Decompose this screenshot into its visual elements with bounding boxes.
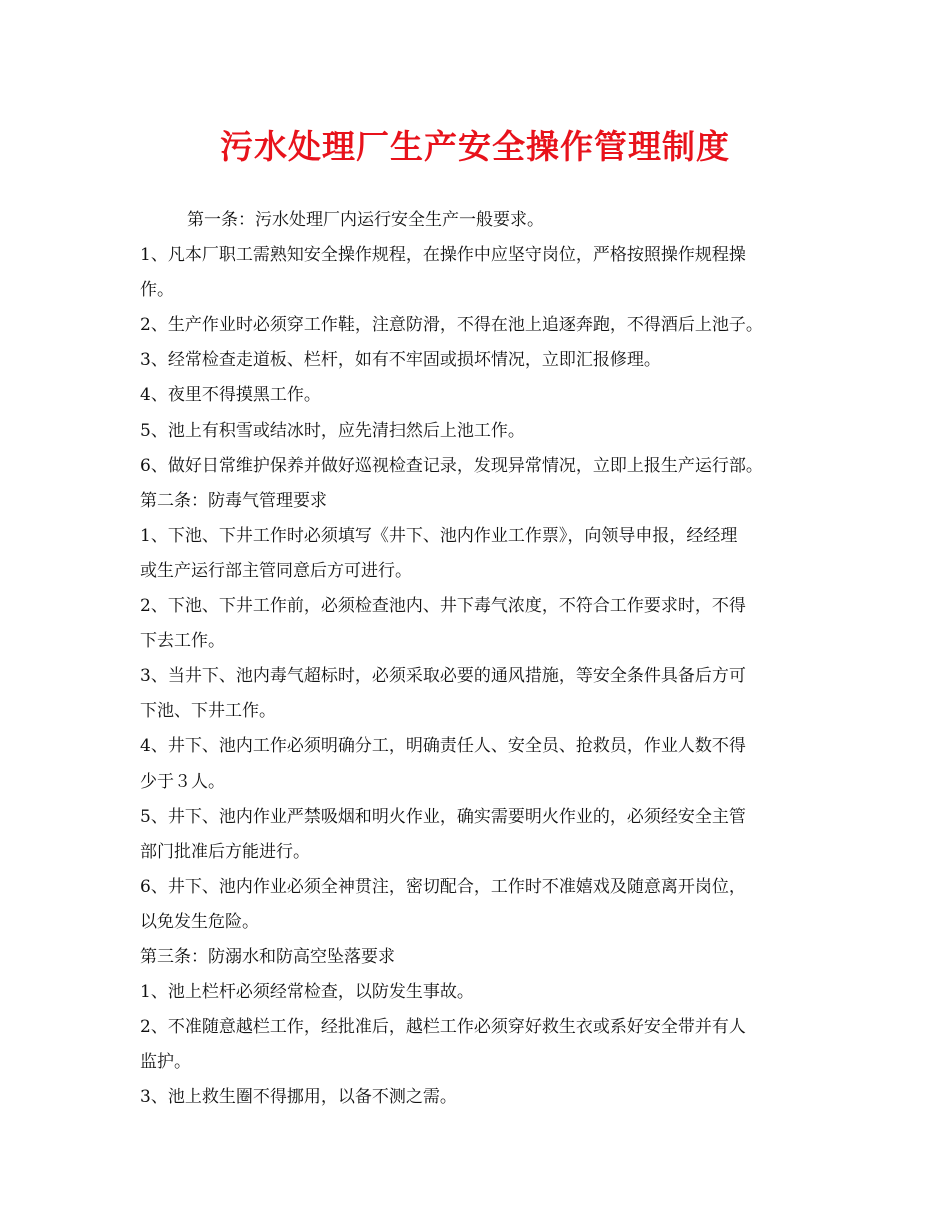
document-title: 污水处理厂生产安全操作管理制度 [220,127,730,166]
paragraph-line: 1、凡本厂职工需熟知安全操作规程，在操作中应坚守岗位，严格按照操作规程操 [140,245,746,266]
paragraph-line: 1、池上栏杆必须经常检查，以防发生事故。 [140,982,474,1003]
paragraph-line: 或生产运行部主管同意后方可进行。 [140,560,412,581]
paragraph-line: 3、经常检查走道板、栏杆，如有不牢固或损坏情况，立即汇报修理。 [140,350,661,371]
paragraph-line: 3、当井下、池内毒气超标时，必须采取必要的通风措施，等安全条件具备后方可 [140,666,746,687]
paragraph-line: 5、井下、池内作业严禁吸烟和明火作业，确实需要明火作业的，必须经安全主管 [140,806,746,827]
paragraph-line: 6、井下、池内作业必须全神贯注，密切配合，工作时不准嬉戏及随意离开岗位， [140,876,746,897]
section-heading-3: 第三条：防溺水和防高空坠落要求 [140,946,395,967]
paragraph-line: 少于３人。 [140,771,225,792]
section-heading-1: 第一条：污水处理厂内运行安全生产一般要求。 [187,210,544,230]
paragraph-line: 下池、下井工作。 [140,701,276,722]
paragraph-line: 2、生产作业时必须穿工作鞋，注意防滑，不得在池上追逐奔跑，不得酒后上池子。 [140,315,763,336]
paragraph-line: 6、做好日常维护保养并做好巡视检查记录，发现异常情况，立即上报生产运行部。 [140,455,763,476]
paragraph-line: 5、池上有积雪或结冰时，应先清扫然后上池工作。 [140,420,525,441]
paragraph-line: 2、不准随意越栏工作，经批准后，越栏工作必须穿好救生衣或系好安全带并有人 [140,1017,746,1038]
paragraph-line: 以免发生危险。 [140,911,259,932]
paragraph-line: 监护。 [140,1052,191,1073]
section-heading-2: 第二条：防毒气管理要求 [140,490,327,511]
paragraph-line: 作。 [140,280,174,301]
paragraph-line: 部门批准后方能进行。 [140,841,310,862]
paragraph-line: 下去工作。 [140,631,225,652]
paragraph-line: 2、下池、下井工作前，必须检查池内、井下毒气浓度，不符合工作要求时，不得 [140,596,746,617]
paragraph-line: 4、井下、池内工作必须明确分工，明确责任人、安全员、抢救员，作业人数不得 [140,736,746,757]
paragraph-line: 3、池上救生圈不得挪用，以备不测之需。 [140,1087,457,1108]
paragraph-line: 1、下池、下井工作时必须填写《井下、池内作业工作票》，向领导申报，经经理 [140,525,738,546]
paragraph-line: 4、夜里不得摸黑工作。 [140,385,321,406]
document-body [140,203,820,1115]
